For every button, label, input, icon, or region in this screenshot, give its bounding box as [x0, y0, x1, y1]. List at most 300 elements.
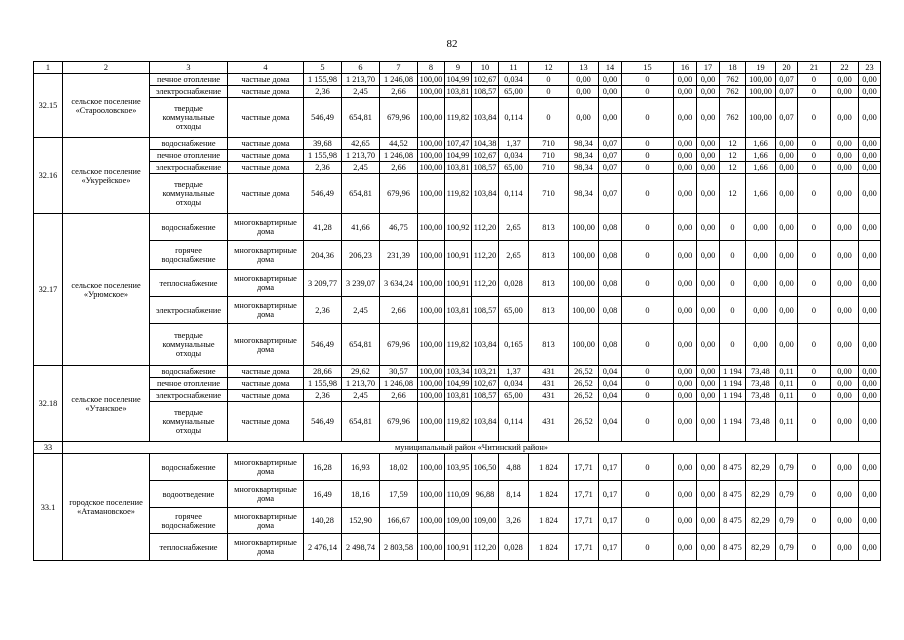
- table-cell: 0,00: [831, 162, 859, 174]
- settlement-name: сельское поселение «Урюмское»: [63, 214, 150, 366]
- table-cell: 17,59: [380, 481, 418, 508]
- table-cell: 0,00: [859, 214, 881, 241]
- table-cell: 0,00: [831, 297, 859, 324]
- table-cell: 0,00: [697, 402, 720, 442]
- table-cell: 0,17: [599, 454, 622, 481]
- table-cell: 2,36: [304, 86, 342, 98]
- table-cell: 0: [622, 324, 674, 366]
- settlement-name: городское поселение «Атамановское»: [63, 454, 150, 561]
- table-cell: 12: [720, 138, 746, 150]
- utility-type: водоснабжение: [150, 138, 228, 150]
- table-cell: 0,00: [831, 534, 859, 561]
- table-cell: 0: [529, 74, 569, 86]
- column-header: 21: [798, 62, 831, 74]
- table-cell: 65,00: [499, 162, 529, 174]
- table-cell: 0: [622, 214, 674, 241]
- table-cell: 0,07: [599, 150, 622, 162]
- table-cell: 0,00: [746, 214, 776, 241]
- table-cell: 1,66: [746, 138, 776, 150]
- table-cell: 1 213,70: [342, 74, 380, 86]
- row-number: 32.15: [34, 74, 63, 138]
- utility-type: теплоснабжение: [150, 534, 228, 561]
- column-header: 20: [776, 62, 798, 74]
- table-cell: 39,68: [304, 138, 342, 150]
- table-cell: 26,52: [569, 390, 599, 402]
- table-cell: 73,48: [746, 390, 776, 402]
- table-cell: 0: [529, 86, 569, 98]
- table-cell: 26,52: [569, 378, 599, 390]
- table-cell: 0: [798, 174, 831, 214]
- table-cell: 0,00: [776, 150, 798, 162]
- housing-type: многоквартирные дома: [228, 214, 304, 241]
- table-cell: 100,00: [418, 508, 445, 534]
- table-cell: 82,29: [746, 454, 776, 481]
- table-cell: 0,00: [674, 174, 697, 214]
- table-cell: 0,00: [746, 241, 776, 270]
- table-cell: 0,00: [697, 138, 720, 150]
- table-cell: 2,36: [304, 390, 342, 402]
- table-cell: 0,00: [674, 138, 697, 150]
- table-row: [34, 297, 881, 324]
- housing-type: многоквартирные дома: [228, 241, 304, 270]
- table-row: [34, 534, 881, 561]
- table-cell: 0,00: [674, 297, 697, 324]
- table-cell: 1 824: [529, 454, 569, 481]
- table-cell: 103,84: [472, 98, 499, 138]
- table-cell: 100,00: [418, 150, 445, 162]
- table-cell: 65,00: [499, 390, 529, 402]
- utility-type: печное отопление: [150, 74, 228, 86]
- table-cell: 0: [622, 454, 674, 481]
- housing-type: частные дома: [228, 150, 304, 162]
- table-cell: 3 209,77: [304, 270, 342, 297]
- column-header: 7: [380, 62, 418, 74]
- table-cell: 100,00: [418, 214, 445, 241]
- table-cell: 100,00: [418, 74, 445, 86]
- table-cell: 546,49: [304, 174, 342, 214]
- housing-type: частные дома: [228, 390, 304, 402]
- table-cell: 0,11: [776, 402, 798, 442]
- table-cell: 2,65: [499, 214, 529, 241]
- table-cell: 0: [622, 481, 674, 508]
- table-cell: 100,00: [418, 402, 445, 442]
- table-cell: 41,28: [304, 214, 342, 241]
- table-cell: 679,96: [380, 98, 418, 138]
- table-cell: 654,81: [342, 324, 380, 366]
- utility-type: электроснабжение: [150, 162, 228, 174]
- table-cell: 0: [798, 378, 831, 390]
- table-cell: 0: [622, 74, 674, 86]
- table-cell: 0,00: [831, 390, 859, 402]
- table-cell: 0,028: [499, 534, 529, 561]
- table-cell: 0,11: [776, 390, 798, 402]
- table-cell: 204,36: [304, 241, 342, 270]
- table-cell: 8,14: [499, 481, 529, 508]
- table-cell: 679,96: [380, 402, 418, 442]
- table-cell: 100,91: [445, 241, 472, 270]
- table-cell: 103,81: [445, 297, 472, 324]
- housing-type: многоквартирные дома: [228, 481, 304, 508]
- table-cell: 0: [798, 534, 831, 561]
- table-cell: 12: [720, 174, 746, 214]
- column-header-row: [34, 62, 881, 74]
- table-cell: 8 475: [720, 534, 746, 561]
- table-cell: 1 213,70: [342, 378, 380, 390]
- table-cell: 104,38: [472, 138, 499, 150]
- table-cell: 546,49: [304, 98, 342, 138]
- table-cell: 103,81: [445, 390, 472, 402]
- utility-type: твердые коммунальные отходы: [150, 98, 228, 138]
- table-cell: 100,00: [569, 270, 599, 297]
- table-cell: 0: [622, 508, 674, 534]
- utility-type: твердые коммунальные отходы: [150, 402, 228, 442]
- table-cell: 0,00: [674, 150, 697, 162]
- table-cell: 100,00: [569, 324, 599, 366]
- table-cell: 73,48: [746, 366, 776, 378]
- table-cell: 0,00: [831, 98, 859, 138]
- table-cell: 100,91: [445, 534, 472, 561]
- housing-type: частные дома: [228, 366, 304, 378]
- table-row: [34, 508, 881, 534]
- table-cell: 0: [622, 366, 674, 378]
- table-cell: 18,02: [380, 454, 418, 481]
- table-cell: 0,07: [776, 98, 798, 138]
- table-cell: 1,66: [746, 174, 776, 214]
- table-cell: 0,034: [499, 378, 529, 390]
- table-cell: 710: [529, 162, 569, 174]
- settlement-name: сельское поселение «Укурейское»: [63, 138, 150, 214]
- column-header: 5: [304, 62, 342, 74]
- table-cell: 813: [529, 297, 569, 324]
- table-cell: 0,07: [776, 86, 798, 98]
- housing-type: многоквартирные дома: [228, 508, 304, 534]
- table-cell: 0,00: [674, 508, 697, 534]
- table-cell: 2,45: [342, 390, 380, 402]
- table-cell: 100,00: [746, 86, 776, 98]
- table-cell: 0,00: [831, 214, 859, 241]
- table-cell: 2,45: [342, 162, 380, 174]
- table-cell: 813: [529, 241, 569, 270]
- table-cell: 82,29: [746, 481, 776, 508]
- table-cell: 98,34: [569, 150, 599, 162]
- table-cell: 166,67: [380, 508, 418, 534]
- housing-type: многоквартирные дома: [228, 454, 304, 481]
- table-cell: 0: [798, 214, 831, 241]
- table-cell: 0: [622, 150, 674, 162]
- table-cell: 0,04: [599, 366, 622, 378]
- table-cell: 0: [798, 150, 831, 162]
- table-cell: 1 155,98: [304, 74, 342, 86]
- table-cell: 0,17: [599, 508, 622, 534]
- table-cell: 231,39: [380, 241, 418, 270]
- column-header: 23: [859, 62, 881, 74]
- housing-type: многоквартирные дома: [228, 270, 304, 297]
- table-cell: 0,00: [569, 74, 599, 86]
- table-cell: 813: [529, 324, 569, 366]
- table-cell: 1,37: [499, 138, 529, 150]
- table-cell: 0: [720, 270, 746, 297]
- table-cell: 98,34: [569, 174, 599, 214]
- table-cell: 82,29: [746, 534, 776, 561]
- utility-type: водоснабжение: [150, 214, 228, 241]
- table-cell: 0,00: [746, 324, 776, 366]
- table-cell: 17,71: [569, 508, 599, 534]
- table-cell: 710: [529, 174, 569, 214]
- table-cell: 0,04: [599, 390, 622, 402]
- table-cell: 0,79: [776, 508, 798, 534]
- table-cell: 0: [798, 162, 831, 174]
- table-cell: 44,52: [380, 138, 418, 150]
- table-cell: 2,45: [342, 297, 380, 324]
- table-cell: 1,66: [746, 150, 776, 162]
- table-cell: 103,84: [472, 402, 499, 442]
- table-cell: 29,62: [342, 366, 380, 378]
- table-cell: 0: [622, 162, 674, 174]
- table-cell: 0,00: [697, 241, 720, 270]
- table-cell: 0,114: [499, 402, 529, 442]
- column-header: 9: [445, 62, 472, 74]
- table-cell: 1 213,70: [342, 150, 380, 162]
- row-number: 33.1: [34, 454, 63, 561]
- table-cell: 1,66: [746, 162, 776, 174]
- column-header: 18: [720, 62, 746, 74]
- table-cell: 2 498,74: [342, 534, 380, 561]
- table-cell: 100,91: [445, 270, 472, 297]
- table-cell: 100,00: [569, 241, 599, 270]
- table-cell: 0: [622, 297, 674, 324]
- table-cell: 28,66: [304, 366, 342, 378]
- table-cell: 0,00: [674, 481, 697, 508]
- table-cell: 1 824: [529, 508, 569, 534]
- table-cell: 0,00: [674, 366, 697, 378]
- table-cell: 100,00: [418, 324, 445, 366]
- table-cell: 16,93: [342, 454, 380, 481]
- table-cell: 813: [529, 214, 569, 241]
- table-cell: 98,34: [569, 162, 599, 174]
- table-cell: 0,034: [499, 74, 529, 86]
- table-cell: 1 824: [529, 481, 569, 508]
- table-cell: 0,00: [746, 297, 776, 324]
- table-cell: 0: [622, 241, 674, 270]
- table-cell: 0,00: [776, 214, 798, 241]
- table-cell: 0,00: [831, 454, 859, 481]
- column-header: 10: [472, 62, 499, 74]
- table-cell: 110,09: [445, 481, 472, 508]
- table-row: [34, 174, 881, 214]
- table-cell: 107,47: [445, 138, 472, 150]
- table-cell: 1 155,98: [304, 150, 342, 162]
- table-cell: 0: [622, 390, 674, 402]
- table-cell: 206,23: [342, 241, 380, 270]
- table-cell: 73,48: [746, 402, 776, 442]
- table-cell: 100,00: [418, 534, 445, 561]
- table-cell: 1 824: [529, 534, 569, 561]
- table-cell: 0,00: [859, 162, 881, 174]
- table-cell: 119,82: [445, 174, 472, 214]
- column-header: 11: [499, 62, 529, 74]
- table-cell: 813: [529, 270, 569, 297]
- table-cell: 1 246,08: [380, 378, 418, 390]
- table-cell: 0,00: [859, 534, 881, 561]
- table-cell: 0: [720, 297, 746, 324]
- table-cell: 0: [798, 270, 831, 297]
- table-cell: 103,21: [472, 366, 499, 378]
- utility-type: теплоснабжение: [150, 270, 228, 297]
- table-cell: 431: [529, 366, 569, 378]
- table-cell: 0: [622, 402, 674, 442]
- table-cell: 0,00: [776, 324, 798, 366]
- housing-type: многоквартирные дома: [228, 297, 304, 324]
- table-cell: 0,00: [859, 378, 881, 390]
- table-cell: 102,67: [472, 150, 499, 162]
- table-row: [34, 366, 881, 378]
- table-cell: 109,00: [472, 508, 499, 534]
- utility-type: электроснабжение: [150, 390, 228, 402]
- table-cell: 3 239,07: [342, 270, 380, 297]
- table-cell: 0,00: [859, 174, 881, 214]
- utility-type: электроснабжение: [150, 297, 228, 324]
- table-cell: 0: [720, 324, 746, 366]
- table-cell: 0: [622, 378, 674, 390]
- table-cell: 0,00: [776, 138, 798, 150]
- section-title: муниципальный район «Читинский район»: [63, 442, 881, 454]
- table-cell: 0: [798, 454, 831, 481]
- table-cell: 103,81: [445, 162, 472, 174]
- table-cell: 0,114: [499, 174, 529, 214]
- column-header: 1: [34, 62, 63, 74]
- table-cell: 0: [798, 74, 831, 86]
- row-number: 32.16: [34, 138, 63, 214]
- table-cell: 0,00: [697, 162, 720, 174]
- table-cell: 3,26: [499, 508, 529, 534]
- table-cell: 679,96: [380, 324, 418, 366]
- utility-type: водоснабжение: [150, 366, 228, 378]
- table-cell: 0,00: [776, 162, 798, 174]
- table-row: [34, 270, 881, 297]
- table-cell: 102,67: [472, 74, 499, 86]
- table-cell: 0: [798, 86, 831, 98]
- table-cell: 100,00: [418, 390, 445, 402]
- table-cell: 100,00: [569, 297, 599, 324]
- table-cell: 0: [798, 138, 831, 150]
- table-row: [34, 74, 881, 86]
- table-cell: 654,81: [342, 402, 380, 442]
- table-cell: 679,96: [380, 174, 418, 214]
- table-cell: 431: [529, 390, 569, 402]
- table-cell: 0,00: [859, 138, 881, 150]
- table-cell: 0: [622, 534, 674, 561]
- table-cell: 0,00: [859, 150, 881, 162]
- table-row: [34, 324, 881, 366]
- table-row: [34, 214, 881, 241]
- table-cell: 65,00: [499, 297, 529, 324]
- table-cell: 431: [529, 402, 569, 442]
- table-cell: 546,49: [304, 402, 342, 442]
- housing-type: частные дома: [228, 378, 304, 390]
- table-cell: 0,00: [674, 324, 697, 366]
- settlement-name: сельское поселение «Утанское»: [63, 366, 150, 442]
- table-cell: 112,20: [472, 241, 499, 270]
- table-cell: 0,00: [859, 481, 881, 508]
- section-row: [34, 442, 881, 454]
- table-cell: 762: [720, 86, 746, 98]
- table-cell: 2 803,58: [380, 534, 418, 561]
- table-cell: 0,00: [859, 270, 881, 297]
- column-header: 14: [599, 62, 622, 74]
- table-cell: 100,00: [418, 297, 445, 324]
- table-cell: 0,00: [859, 402, 881, 442]
- table-cell: 0,79: [776, 481, 798, 508]
- table-cell: 654,81: [342, 98, 380, 138]
- housing-type: частные дома: [228, 74, 304, 86]
- table-cell: 42,65: [342, 138, 380, 150]
- table-cell: 0: [720, 241, 746, 270]
- table-cell: 1 194: [720, 390, 746, 402]
- table-cell: 0,00: [674, 214, 697, 241]
- table-cell: 0,00: [697, 378, 720, 390]
- table-cell: 0: [622, 138, 674, 150]
- table-cell: 0,00: [776, 174, 798, 214]
- table-cell: 112,20: [472, 270, 499, 297]
- table-cell: 0,00: [831, 481, 859, 508]
- table-cell: 0,00: [697, 86, 720, 98]
- table-row: [34, 98, 881, 138]
- table-cell: 2,65: [499, 241, 529, 270]
- table-cell: 0,79: [776, 534, 798, 561]
- table-cell: 0,00: [859, 74, 881, 86]
- section-number: 33: [34, 442, 63, 454]
- table-cell: 0: [622, 270, 674, 297]
- table-cell: 8 475: [720, 454, 746, 481]
- utility-type: горячее водоснабжение: [150, 508, 228, 534]
- table-row: [34, 378, 881, 390]
- table-cell: 103,84: [472, 174, 499, 214]
- table-cell: 100,00: [746, 98, 776, 138]
- table-cell: 1 194: [720, 402, 746, 442]
- table-cell: 0,00: [697, 454, 720, 481]
- table-cell: 0,00: [674, 270, 697, 297]
- table-cell: 654,81: [342, 174, 380, 214]
- table-cell: 0,00: [831, 402, 859, 442]
- tariff-table: [33, 61, 881, 561]
- table-cell: 103,34: [445, 366, 472, 378]
- table-cell: 98,34: [569, 138, 599, 150]
- table-cell: 0,04: [599, 402, 622, 442]
- table-cell: 0,00: [831, 324, 859, 366]
- table-cell: 119,82: [445, 402, 472, 442]
- table-cell: 0,00: [569, 98, 599, 138]
- table-cell: 0,028: [499, 270, 529, 297]
- table-cell: 0,00: [674, 98, 697, 138]
- table-cell: 0,00: [674, 162, 697, 174]
- utility-type: печное отопление: [150, 378, 228, 390]
- table-cell: 0,11: [776, 366, 798, 378]
- table-cell: 106,50: [472, 454, 499, 481]
- table-row: [34, 390, 881, 402]
- housing-type: частные дома: [228, 162, 304, 174]
- table-cell: 0: [798, 297, 831, 324]
- utility-type: водоснабжение: [150, 454, 228, 481]
- table-cell: 0,00: [697, 74, 720, 86]
- table-cell: 0,00: [859, 454, 881, 481]
- table-cell: 0: [798, 390, 831, 402]
- column-header: 8: [418, 62, 445, 74]
- table-cell: 0,00: [831, 150, 859, 162]
- table-cell: 108,57: [472, 297, 499, 324]
- table-cell: 1 155,98: [304, 378, 342, 390]
- table-cell: 0,07: [599, 174, 622, 214]
- table-cell: 546,49: [304, 324, 342, 366]
